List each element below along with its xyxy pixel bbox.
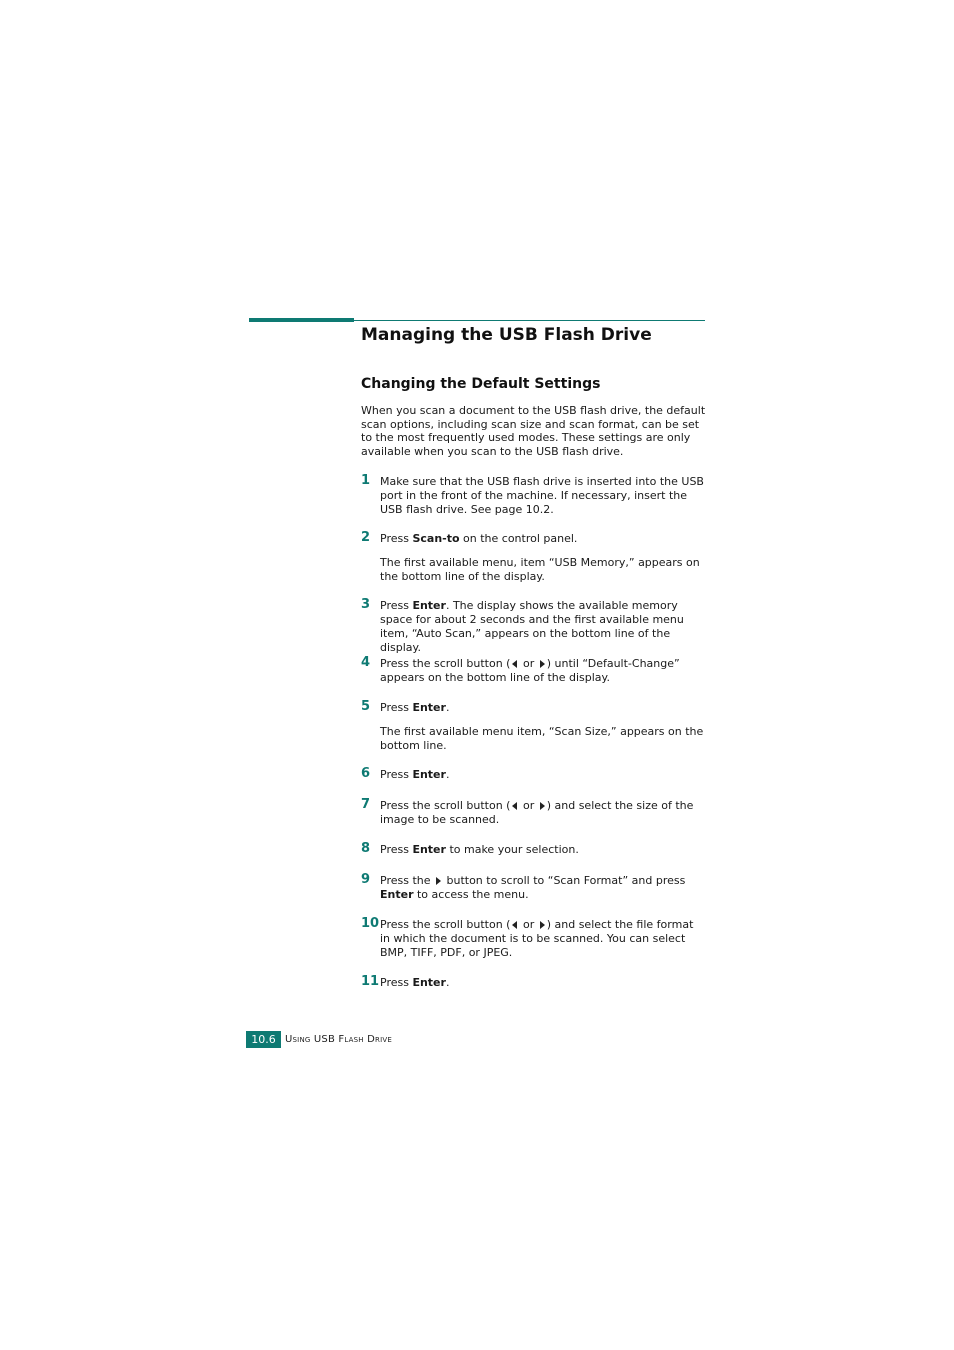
step-number: 7 [361, 797, 371, 812]
step-text: Press Enter to make your selection. [380, 843, 579, 856]
step-text: Press Scan-to on the control panel. [380, 532, 578, 545]
step-8 [361, 843, 706, 857]
left-arrow-icon [512, 660, 517, 668]
step-5 [361, 701, 706, 753]
section-title: Changing the Default Settings [361, 376, 601, 392]
step-number: 6 [361, 766, 371, 781]
step-6 [361, 768, 706, 782]
step-number: 9 [361, 872, 371, 887]
left-arrow-icon [512, 921, 517, 929]
key-name: Enter [412, 976, 446, 989]
step-number: 1 [361, 473, 371, 488]
step-number: 10 [361, 916, 380, 931]
key-name: Enter [412, 701, 446, 714]
step-11 [361, 976, 706, 990]
right-arrow-icon [436, 877, 441, 885]
header-rule-thick [249, 318, 354, 322]
step-number: 8 [361, 841, 371, 856]
step-text: Press the scroll button ( or ) until “Default-Change” appears on the bottom line of the display. [380, 657, 680, 684]
step-text: Press Enter. The display shows the available memory space for about 2 seconds and the first available menu item, “Auto Scan,” appears on the bottom line of the display. [380, 599, 684, 654]
step-number: 11 [361, 974, 380, 989]
right-arrow-icon [540, 660, 545, 668]
step-text: Make sure that the USB flash drive is inserted into the USB port in the front of the machine. If necessary, insert the USB flash drive. See page 10.2. [380, 475, 704, 516]
intro-paragraph: When you scan a document to the USB flash drive, the default scan options, including scan size and scan format, can be set to the most frequently used modes. These settings are only available when you scan to the USB flash drive. [361, 404, 706, 459]
step-text: Press Enter. [380, 701, 450, 714]
key-name: Enter [412, 599, 446, 612]
step-text: Press the button to scroll to “Scan Format” and press Enter to access the menu. [380, 874, 686, 901]
step-3 [361, 599, 706, 655]
step-number: 5 [361, 699, 371, 714]
key-name: Enter [412, 843, 446, 856]
step-10 [361, 918, 706, 960]
step-4 [361, 657, 706, 685]
right-arrow-icon [540, 921, 545, 929]
step-note: The first available menu item, “Scan Size,” appears on the bottom line. [380, 724, 704, 752]
step-text: Press the scroll button ( or ) and select the file format in which the document is to be scanned. You can select BMP, TIFF, PDF, or JPEG. [380, 918, 694, 959]
step-text: Press Enter. [380, 976, 450, 989]
step-text: Press Enter. [380, 768, 450, 781]
step-1 [361, 475, 706, 517]
step-text: Press the scroll button ( or ) and select the size of the image to be scanned. [380, 799, 694, 826]
step-2 [361, 532, 706, 584]
page-number: 10.6 [246, 1031, 281, 1048]
running-footer: Using USB Flash Drive [285, 1034, 392, 1045]
step-number: 3 [361, 597, 371, 612]
header-rule-thin [354, 320, 705, 321]
step-note: The first available menu, item “USB Memory,” appears on the bottom line of the display. [380, 555, 700, 583]
key-name: Scan-to [412, 532, 460, 545]
key-name: Enter [412, 768, 446, 781]
right-arrow-icon [540, 802, 545, 810]
key-name: Enter [380, 887, 414, 901]
step-number: 4 [361, 655, 371, 670]
step-9 [361, 874, 706, 902]
left-arrow-icon [512, 802, 517, 810]
step-number: 2 [361, 530, 371, 545]
page-title: Managing the USB Flash Drive [361, 325, 652, 345]
step-7 [361, 799, 706, 827]
